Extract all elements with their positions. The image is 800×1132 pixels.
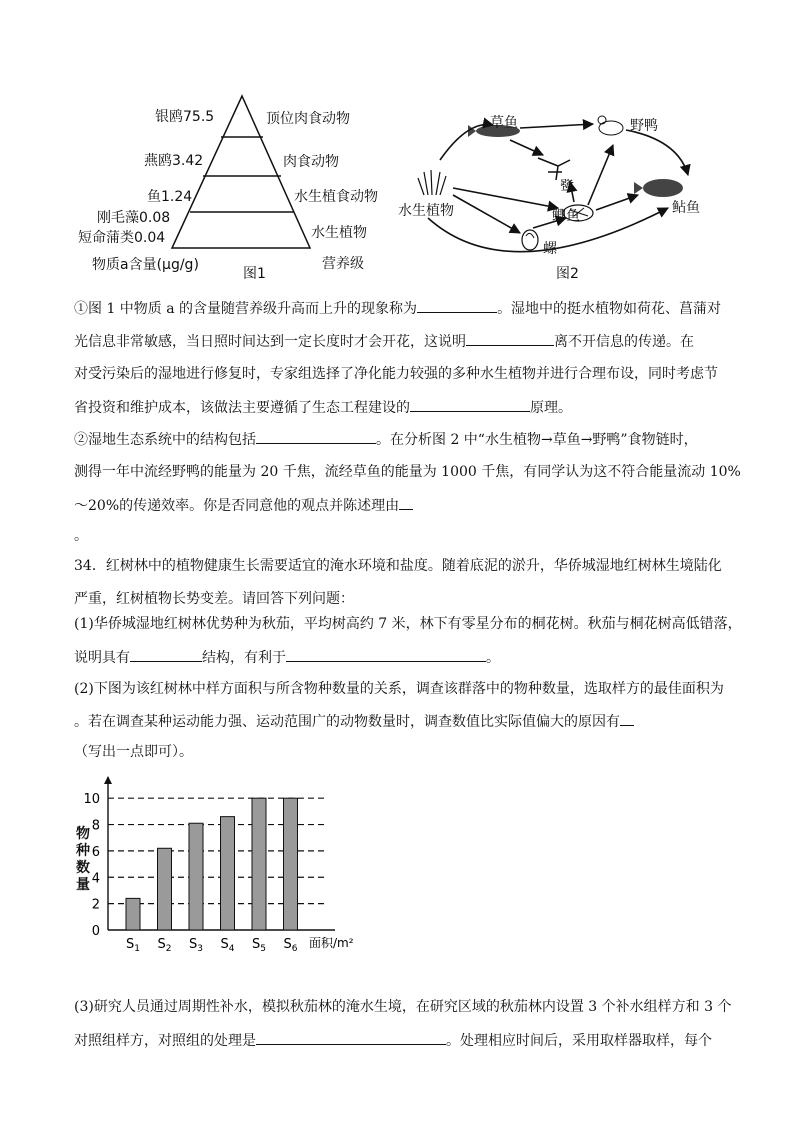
fig1-left-label: 短命蒲类0.04 — [78, 230, 166, 246]
x-tick-label: $S_5$ — [252, 937, 266, 954]
text-line: 对受污染后的湿地进行修复时，专家组选择了净化能力较强的多种水生植物并进行合理布设，同时考虑节 — [74, 366, 718, 382]
fig2-node-label: 野鸭 — [630, 118, 658, 134]
text-line: (2)下图为该红树林中样方面积与所含物种数量的关系，调查该群落中的物种数量，选取样方的最佳面积为 — [74, 681, 724, 697]
bar — [252, 798, 266, 930]
text-line: 。 — [74, 528, 88, 544]
question-34: 34．红树林中的植物健康生长需要适宜的淹水环境和盐度。随着底泥的淤升，华侨城湿地红树林生境陆化 — [74, 558, 722, 574]
y-tick-label: 10 — [83, 792, 100, 808]
bar — [221, 817, 235, 930]
answer-blank[interactable] — [399, 495, 413, 510]
fig2-node-label: 鲇鱼 — [672, 200, 700, 216]
catfish-icon — [634, 179, 683, 197]
answer-blank[interactable] — [130, 647, 202, 662]
fig2-node-label: 螺 — [543, 241, 557, 257]
y-tick-label: 4 — [91, 871, 100, 887]
fig1-right-label: 水生植物 — [311, 225, 367, 241]
fig1-left-label: 刚毛藻0.08 — [97, 210, 171, 226]
fig2-node-label: 鲫鱼 — [552, 208, 580, 224]
text-line: ～20%的传递效率。你是否同意他的观点并陈述理由 — [74, 495, 413, 516]
x-axis-label: 面积/m² — [309, 936, 354, 950]
x-tick-label: $S_1$ — [126, 937, 140, 954]
text-line: (3)研究人员通过周期性补水，模拟秋茄林的淹水生境，在研究区域的秋茄林内设置 3 个补水组样方和 3 个 — [74, 999, 732, 1015]
text-line: (1)华侨城湿地红树林优势种为秋茄，平均树高约 7 米，林下有零星分布的桐花树。秋茄与桐花树高低错落， — [74, 616, 742, 632]
fig1-right-label: 营养级 — [322, 256, 364, 272]
x-tick-label: $S_4$ — [220, 937, 235, 954]
fig1-left-label: 银鸥75.5 — [155, 109, 215, 125]
bar — [158, 848, 172, 930]
y-tick-label: 6 — [91, 844, 100, 860]
aquatic-plant-icon — [418, 170, 446, 195]
wild-duck-icon — [598, 116, 623, 135]
text-line: 。若在调查某种运动能力强、运动范围广的动物数量时，调查数值比实际值偏大的原因有 — [74, 711, 634, 732]
text-line: ②湿地生态系统中的结构包括 。在分析图 2 中“水生植物→草鱼→野鸭”食物链时， — [74, 429, 698, 450]
answer-blank[interactable] — [466, 331, 554, 346]
fig1-left-label: 燕鸥3.42 — [144, 153, 204, 169]
x-tick-label: $S_2$ — [157, 937, 172, 954]
text-line: 光信息非常敏感，当日照时间达到一定长度时才会开花，这说明 离不开信息的传递。在 — [74, 331, 694, 352]
bar — [284, 798, 298, 930]
answer-blank[interactable] — [620, 711, 634, 726]
fig1-right-label: 水生植食动物 — [294, 189, 378, 205]
figure-2-food-web — [398, 100, 718, 285]
x-tick-label: $S_3$ — [189, 937, 203, 954]
snail-icon — [522, 230, 538, 250]
text-line: （写出一点即可）。 — [74, 744, 193, 760]
bar — [189, 823, 203, 930]
y-tick-label: 0 — [91, 924, 100, 939]
fig1-right-label: 肉食动物 — [283, 154, 339, 170]
text-line: 严重，红树植物长势变差。请回答下列问题： — [74, 591, 354, 607]
y-tick-label: 2 — [91, 897, 100, 913]
fig1-left-label: 鱼1.24 — [147, 189, 193, 205]
y-tick-label: 8 — [91, 818, 100, 834]
fig1-caption: 图1 — [243, 266, 266, 282]
text-line: 对照组样方，对照组的处理是 。处理相应时间后，采用取样器取样，每个 — [74, 1030, 712, 1051]
answer-blank[interactable] — [417, 298, 497, 313]
answer-blank[interactable] — [256, 1030, 446, 1045]
text-line: 测得一年中流经野鸭的能量为 20 千焦，流经草鱼的能量为 1000 千焦，有同学认为这不符合能量流动 10% — [74, 464, 741, 480]
fig1-axis-label: 物质a含量(μg/g) — [92, 257, 199, 273]
fig2-node-label: 草鱼 — [490, 115, 518, 131]
chart-ylabel: 物种数量 — [76, 826, 90, 893]
fig2-node-label: 鹭 — [560, 179, 574, 195]
answer-blank[interactable] — [286, 647, 486, 662]
fig2-node-label: 水生植物 — [398, 203, 454, 219]
text-line: 省投资和维护成本，该做法主要遵循了生态工程建设的 原理。 — [74, 397, 572, 418]
y-axis-arrow — [104, 776, 112, 784]
species-area-bar-chart — [70, 775, 370, 955]
x-tick-label: $S_6$ — [283, 937, 298, 954]
fig1-right-label: 顶位肉食动物 — [266, 111, 350, 127]
bar — [126, 898, 140, 930]
text-line: ①图 1 中物质 a 的含量随营养级升高而上升的现象称为 。湿地中的挺水植物如荷花、菖蒲对 — [74, 298, 721, 319]
text-line: 说明具有 结构，有利于 。 — [74, 647, 500, 668]
answer-blank[interactable] — [256, 429, 376, 444]
fig2-caption: 图2 — [556, 266, 579, 282]
answer-blank[interactable] — [410, 397, 530, 412]
